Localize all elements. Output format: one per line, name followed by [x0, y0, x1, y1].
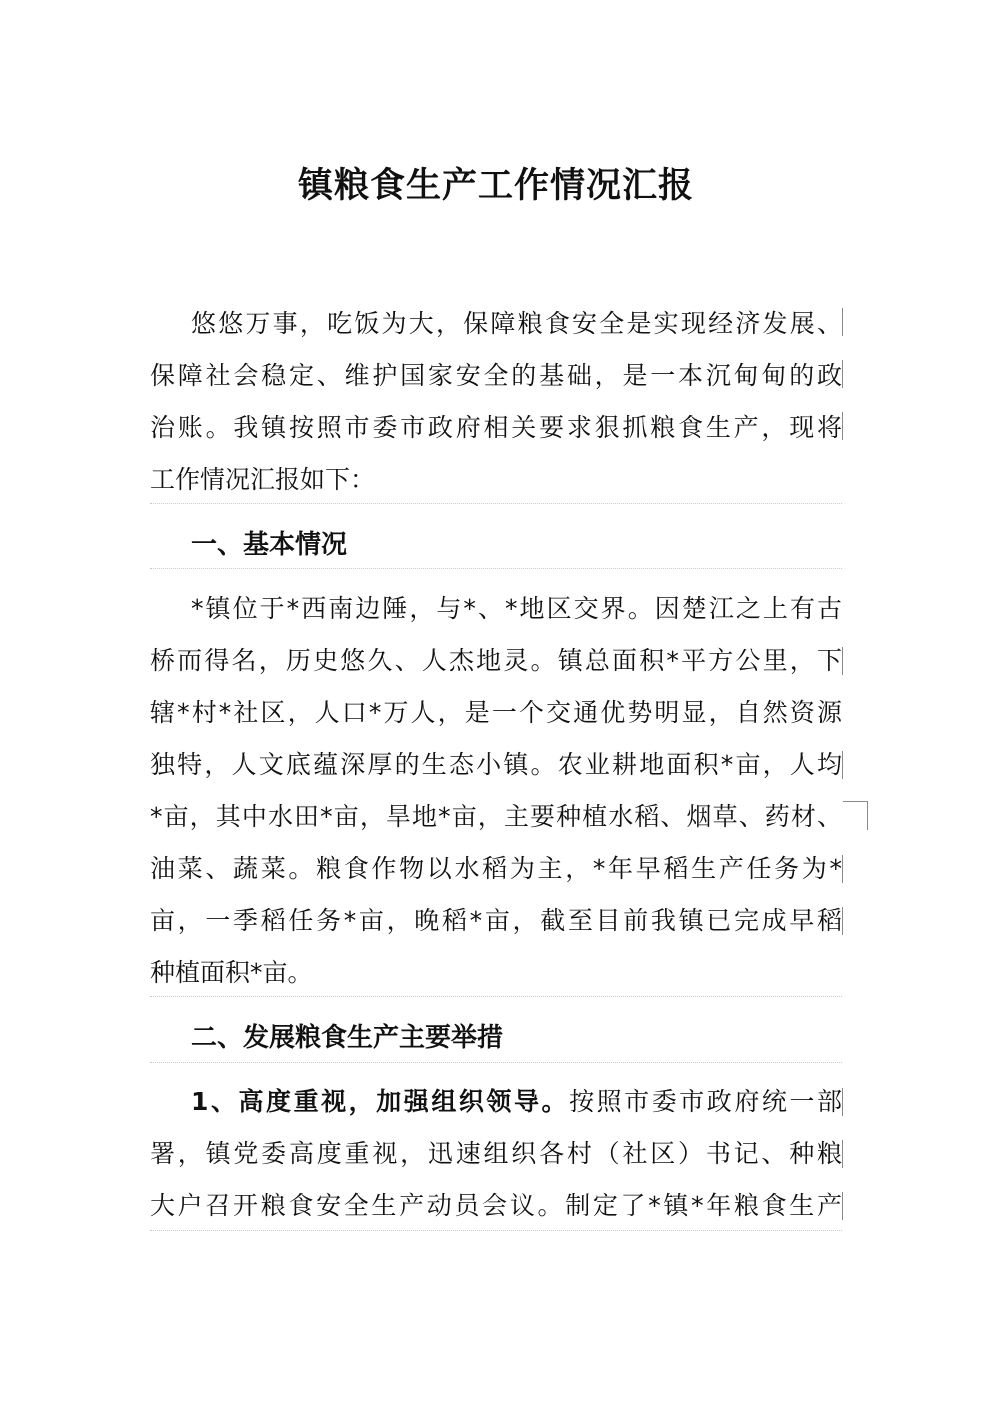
paragraph-line: *亩，其中水田*亩，旱地*亩，主要种植水稻、烟草、药材、 — [150, 802, 842, 831]
paragraph-line: 辖*村*社区，人口*万人，是一个交通优势明显，自然资源 — [150, 698, 842, 727]
paragraph-line: 大户召开粮食安全生产动员会议。制定了*镇*年粮食生产 — [150, 1191, 842, 1220]
paragraph-line — [150, 1076, 842, 1128]
margin-mark — [842, 308, 843, 336]
page-title: 镇粮食生产工作情况汇报 — [297, 165, 694, 206]
paragraph-line: 种植面积*亩。 — [150, 958, 313, 987]
margin-mark — [842, 412, 843, 440]
paragraph-line: 油菜、蔬菜。粮食作物以水稻为主，*年早稻生产任务为* — [150, 854, 842, 883]
paragraph-line: 工作情况汇报如下： — [150, 465, 376, 494]
margin-mark — [842, 360, 843, 388]
intro-paragraph — [150, 298, 842, 506]
section-basic-paragraph — [150, 583, 842, 999]
paragraph-line: 保障社会稳定、维护国家安全的基础，是一本沉甸甸的政 — [150, 361, 842, 390]
margin-mark — [843, 801, 868, 830]
measure-item-1 — [150, 1076, 842, 1232]
margin-mark — [842, 1088, 843, 1116]
line-divider — [150, 1230, 842, 1231]
section-heading: 二、发展粮食生产主要举措 — [191, 1023, 504, 1053]
line-divider — [150, 568, 842, 569]
paragraph-line: *镇位于*西南边陲，与*、*地区交界。因楚江之上有古 — [191, 594, 842, 623]
item-text: 按照市委市政府统一部 — [569, 1087, 842, 1116]
margin-mark — [842, 907, 843, 935]
paragraph-line: 亩，一季稻任务*亩，晚稻*亩，截至目前我镇已完成早稻 — [150, 906, 842, 935]
line-divider — [150, 1062, 842, 1063]
section-heading: 一、基本情况 — [191, 530, 348, 560]
paragraph-line: 独特，人文底蕴深厚的生态小镇。农业耕地面积*亩，人均 — [150, 750, 842, 779]
margin-mark — [842, 751, 843, 779]
paragraph-line: 署，镇党委高度重视，迅速组织各村（社区）书记、种粮 — [150, 1139, 842, 1168]
line-divider — [150, 996, 842, 997]
paragraph-line: 悠悠万事，吃饭为大，保障粮食安全是实现经济发展、 — [191, 309, 842, 338]
section-heading-measures — [150, 1012, 842, 1064]
line-divider — [150, 503, 842, 504]
margin-mark — [842, 1140, 843, 1168]
section-heading-basic — [150, 519, 842, 571]
margin-mark — [842, 647, 843, 675]
paragraph-line: 桥而得名，历史悠久、人杰地灵。镇总面积*平方公里，下 — [150, 646, 842, 675]
item-lead: 1、高度重视，加强组织领导。 — [191, 1087, 570, 1116]
margin-mark — [842, 1192, 843, 1220]
paragraph-line: 治账。我镇按照市委市政府相关要求狠抓粮食生产，现将 — [150, 413, 842, 442]
margin-mark — [842, 855, 843, 883]
